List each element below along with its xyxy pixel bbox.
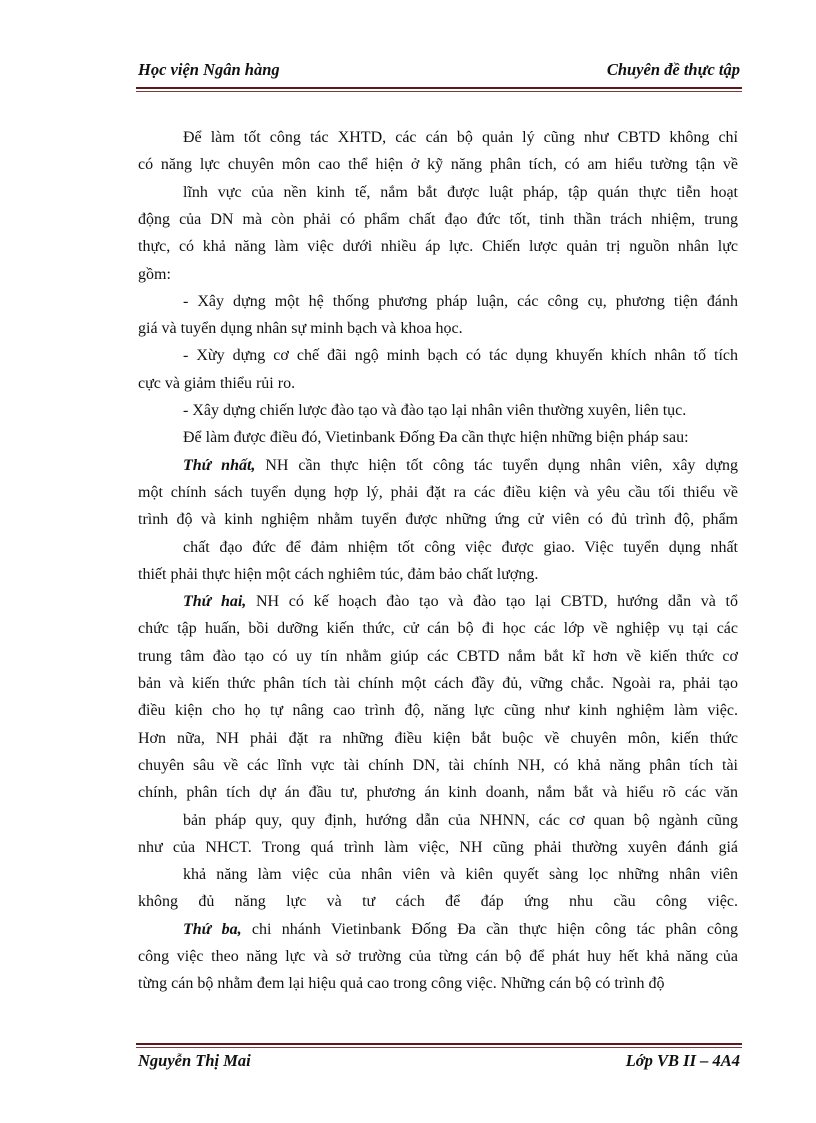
text-line — [183, 452, 738, 479]
paragraph-lead: Thứ ba, — [183, 920, 242, 938]
footer-rule — [136, 1043, 742, 1048]
text-line: từng cán bộ nhằm đem lại hiệu quả cao trong công việc. Những cán bộ có trình độ — [138, 975, 665, 993]
text-line: chính, phân tích dự án đầu tư, phương án kinh doanh, nắm bắt và hiểu rõ các văn — [138, 784, 738, 802]
text-line: thiết phải thực hiện một cách nghiêm túc, đảm bảo chất lượng. — [138, 565, 539, 583]
text-line: có năng lực chuyên môn cao thể hiện ở kỹ năng phân tích, có am hiểu tường tận về — [138, 156, 738, 174]
text-line: Hơn nữa, NH phải đặt ra những điều kiện bắt buộc về chuyên môn, kiến thức — [138, 729, 738, 747]
paragraph-lead: Thứ hai, — [183, 593, 247, 611]
text-line: - Xừy dựng cơ chế đãi ngộ minh bạch có tác dụng khuyến khích nhân tố tích — [183, 347, 738, 365]
text-line: công việc theo năng lực và sở trường của từng cán bộ để phát huy hết khả năng của — [138, 948, 738, 965]
text-line: - Xây dựng chiến lược đào tạo và đào tạo lại nhân viên thường xuyên, liên tục. — [183, 402, 687, 419]
text-line: - Xây dựng một hệ thống phương pháp luận, các công cụ, phương tiện đánh — [183, 292, 738, 310]
text-line: như của NHCT. Trong quá trình làm việc, NH cũng phải thường xuyên đánh giá — [138, 838, 738, 856]
header-rule — [136, 87, 742, 92]
line-text: NH cần thực hiện tốt công tác tuyển dụng nhân viên, xây dựng — [255, 456, 739, 474]
text-line: chuyên sâu về các lĩnh vực tài chính DN, tài chính NH, có khả năng phân tích tài — [138, 756, 738, 774]
text-line: chức tập huấn, bồi dưỡng kiến thức, cử cán bộ đi học các lớp về nghiệp vụ tại các — [138, 620, 738, 638]
text-line: thực, có khả năng làm việc dưới nhiều áp lực. Chiến lược quản trị nguồn nhân lực — [138, 238, 738, 256]
text-line: một chính sách tuyển dụng hợp lý, phải đặt ra các điều kiện và yêu cầu tối thiểu về — [138, 483, 738, 501]
text-line: gồm: — [138, 265, 171, 283]
text-line: khả năng làm việc của nhân viên và kiên quyết sàng lọc những nhân viên — [183, 866, 738, 884]
text-line: cực và giảm thiểu rủi ro. — [138, 374, 296, 392]
header-document-type: Chuyên đề thực tập — [606, 60, 740, 79]
text-line: động của DN mà còn phải có phẩm chất đạo đức tốt, tinh thần trách nhiệm, trung — [138, 210, 738, 228]
footer-author: Nguyễn Thị Mai — [138, 1051, 251, 1070]
header-institution: Học viện Ngân hàng — [138, 60, 280, 79]
text-line: Để làm được điều đó, Vietinbank Đống Đa cần thực hiện những biện pháp sau: — [183, 429, 689, 447]
line-text: NH có kế hoạch đào tạo và đào tạo lại CBTD, hướng dẫn và tổ — [246, 593, 738, 611]
text-line: bản pháp quy, quy định, hướng dẫn của NHNN, các cơ quan bộ ngành cũng — [183, 811, 738, 829]
text-line: Để làm tốt công tác XHTD, các cán bộ quản lý cũng như CBTD không chỉ — [183, 129, 738, 146]
line-text: chi nhánh Vietinbank Đống Đa cần thực hiện công tác phân công — [241, 920, 738, 938]
text-line: trình độ và kinh nghiệm nhằm tuyển được những ứng cử viên có đủ trình độ, phẩm — [138, 511, 738, 529]
text-line: bản và kiến thức phân tích tài chính một cách đầy đủ, vững chắc. Ngoài ra, phải tạo — [138, 675, 738, 692]
text-line: giá và tuyển dụng nhân sự minh bạch và khoa học. — [138, 320, 463, 338]
text-line: lĩnh vực của nền kinh tế, nắm bắt được luật pháp, tập quán thực tiễn hoạt — [183, 183, 738, 201]
text-line: không đủ năng lực và tư cách để đáp ứng nhu cầu công việc. — [138, 893, 738, 911]
text-line: chất đạo đức để đảm nhiệm tốt công việc được giao. Việc tuyển dụng nhất — [183, 538, 738, 556]
footer-class: Lớp VB II – 4A4 — [625, 1051, 740, 1070]
text-line: điều kiện cho họ tự nâng cao trình độ, năng lực cũng như kinh nghiệm làm việc. — [138, 702, 738, 720]
text-line — [183, 916, 738, 943]
text-line — [183, 588, 738, 615]
paragraph-lead: Thứ nhất, — [183, 456, 256, 474]
text-line: trung tâm đào tạo có uy tín nhằm giúp các CBTD nắm bắt kĩ hơn về kiến thức cơ — [138, 647, 738, 665]
